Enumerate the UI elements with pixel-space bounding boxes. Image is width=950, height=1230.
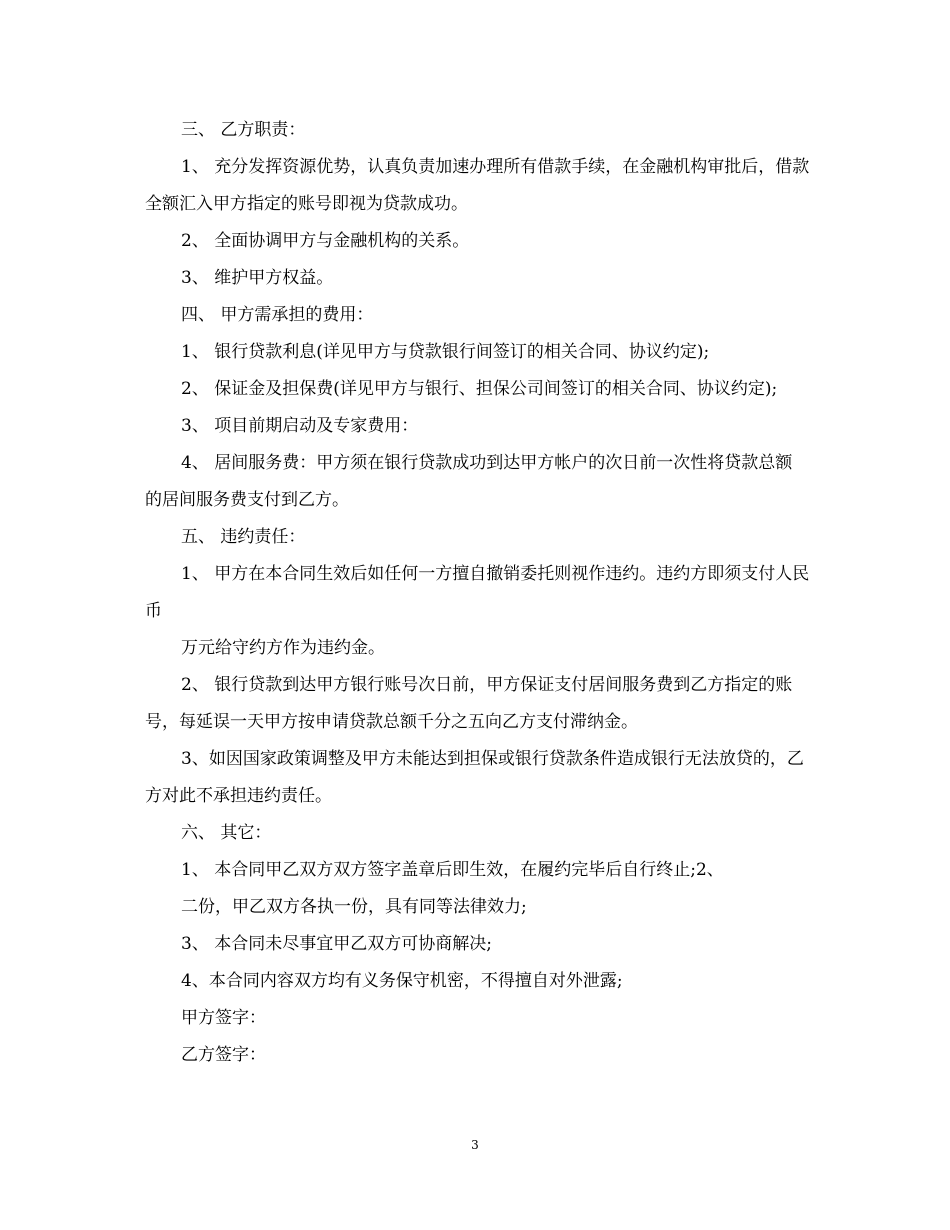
clause-text: 3、 维护甲方权益。 (181, 268, 334, 288)
section-heading-other: 六、 其它： (181, 823, 272, 843)
clause-text: 2、 全面协调甲方与金融机构的关系。 (181, 231, 470, 251)
section-heading-party-a-fees: 四、 甲方需承担的费用： (181, 305, 374, 325)
document-body (145, 112, 810, 1074)
page-number: 3 (471, 1138, 479, 1152)
clause-text: 万元给守约方作为违约金。 (181, 638, 385, 658)
clause-text: 2、 保证金及担保费(详见甲方与银行、担保公司间签订的相关合同、协议约定); (181, 379, 778, 399)
signature-line-party-b: 乙方签字： (181, 1045, 266, 1065)
clause-text: 3、如因国家政策调整及甲方未能达到担保或银行贷款条件造成银行无法放贷的，乙方对此不承担违约责任。 (145, 749, 804, 806)
clause-text: 1、 银行贷款利息(详见甲方与贷款银行间签订的相关合同、协议约定); (181, 342, 710, 362)
clause-text: 4、本合同内容双方均有义务保守机密，不得擅自对外泄露; (181, 971, 623, 991)
clause-text: 2、 银行贷款到达甲方银行账号次日前，甲方保证支付居间服务费到乙方指定的账号，每延误一天甲方按申请贷款总额千分之五向乙方支付滞纳金。 (145, 675, 793, 732)
section-heading-breach-liability: 五、 违约责任： (181, 527, 306, 547)
clause-text: 1、 甲方在本合同生效后如任何一方擅自撤销委托则视作违约。违约方即须支付人民币 (145, 564, 810, 621)
clause-text: 4、 居间服务费：甲方须在银行贷款成功到达甲方帐户的次日前一次性将贷款总额 的居间服务费支付到乙方。 (145, 453, 793, 510)
clause-text: 二份，甲乙双方各执一份，具有同等法律效力; (181, 897, 527, 917)
clause-text: 1、 充分发挥资源优势，认真负责加速办理所有借款手续，在金融机构审批后，借款全额汇入甲方指定的账号即视为贷款成功。 (145, 157, 810, 214)
clause-text: 3、 项目前期启动及专家费用： (181, 416, 419, 436)
signature-line-party-a: 甲方签字： (181, 1008, 266, 1028)
section-heading-party-b-duties: 三、 乙方职责： (181, 120, 306, 140)
clause-text: 1、 本合同甲乙双方双方签字盖章后即生效，在履约完毕后自行终止;2、 (181, 860, 724, 880)
clause-text: 3、 本合同未尽事宜甲乙双方可协商解决; (181, 934, 492, 954)
